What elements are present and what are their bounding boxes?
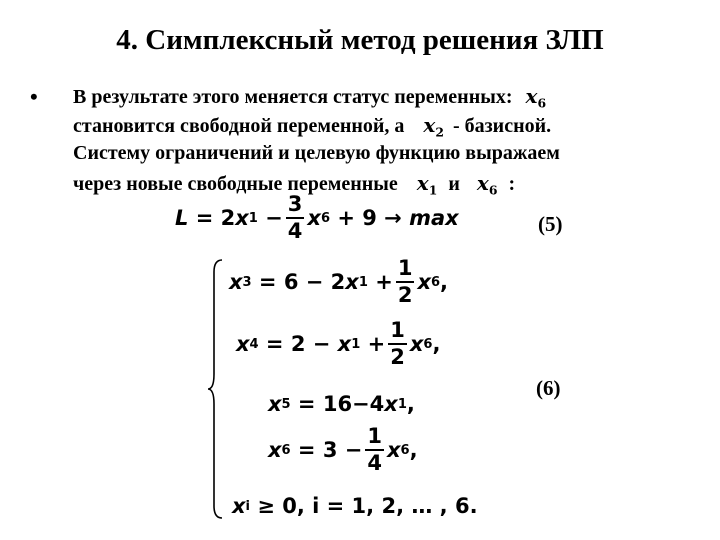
equation-nonnegativity: x i ≥ 0, i = 1, 2, … , 6.: [232, 494, 478, 518]
fraction-1-2: $\frac{1}{2}$: [390, 318, 405, 369]
var-x6: $x_6$: [525, 84, 547, 111]
fraction-3-4: $\frac{3}{4}$: [287, 192, 303, 243]
objective-function: L = 2 x 1 − $\frac{3}{4}$ x 6 + 9 → max: [175, 192, 459, 243]
equation-x6: x 6 = 3 − $\frac{1}{4}$ x 6 ,: [268, 424, 418, 475]
slide-title: 4. Симплексный метод решения ЗЛП: [116, 24, 604, 56]
equation-x3: x 3 = 6 − 2 x 1 + $\frac{1}{2}$ x 6 ,: [229, 256, 449, 307]
equation-x4: x 4 = 2 − x 1 + $\frac{1}{2}$ x 6 ,: [236, 318, 441, 369]
equation-label-5: (5): [538, 212, 563, 236]
var-x6-second: $x_6$: [476, 171, 498, 198]
colon: :: [508, 173, 516, 195]
bullet-line-2: [73, 113, 551, 139]
bullet-line-2-text-a: становится свободной переменной, а: [73, 115, 405, 137]
bullet-line-1-text: В результате этого меняется статус переменных:: [73, 86, 513, 108]
fraction-1-2: $\frac{1}{2}$: [397, 256, 413, 307]
equation-label-6: (6): [536, 376, 561, 400]
equation-x5: x 5 = 16−4 x 1 ,: [268, 392, 415, 416]
var-x2: $x_2$: [423, 113, 444, 140]
bullet-line-1: [73, 84, 546, 110]
fraction-1-4: $\frac{1}{4}$: [367, 424, 382, 475]
bullet-line-2-text-b: - базисной.: [452, 115, 552, 137]
var-x1: $x_1$: [416, 171, 438, 198]
bullet-dot: •: [30, 84, 38, 109]
bullet-line-3: Систему ограничений и целевую функцию выражаем: [73, 142, 560, 164]
system-brace: [206, 258, 226, 520]
bullet-line-4-text: через новые свободные переменные: [73, 173, 398, 195]
word-and: и: [448, 173, 460, 195]
